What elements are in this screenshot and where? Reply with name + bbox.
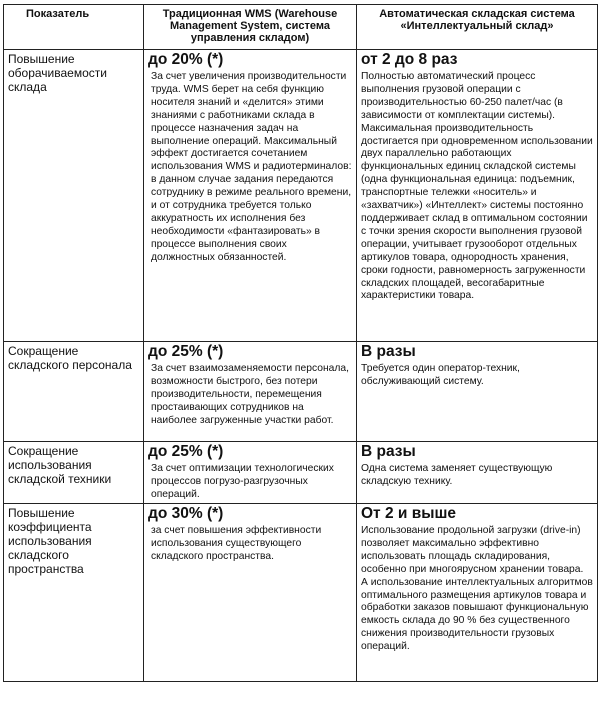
table-row [4, 50, 598, 342]
wms-value: до 20% (*) [148, 51, 224, 68]
wms-value: до 25% (*) [148, 443, 224, 460]
indicator-cell: Повышение оборачиваемости склада [4, 50, 144, 342]
table-row [4, 442, 598, 504]
comparison-table [3, 4, 598, 682]
auto-cell [357, 342, 598, 442]
indicator-cell: Сокращение использования складской техники [4, 442, 144, 504]
wms-text: за счет повышения эффективности использования существующего складского пространства. [151, 525, 322, 562]
header-traditional-wms: Традиционная WMS (Warehouse Management System, система управления складом) [144, 5, 357, 50]
header-automatic-system: Автоматическая складская система «Интеллектуальный склад» [357, 5, 598, 50]
auto-cell [357, 504, 598, 682]
auto-cell [357, 442, 598, 504]
auto-value: от 2 до 8 раз [361, 51, 458, 68]
auto-text: Использование продольной загрузки (drive-in) позволяет максимально эффективно использовать площадь складирования, особенно при многоярусном хранении товара. А использование интеллектуальных алгоритмов оптимального размещения артикулов товара и обработки заказов повышают функциональную емкость склада до 90 % без существенного снижения производительности грузовых операций. [361, 525, 593, 653]
wms-value: до 30% (*) [148, 505, 224, 522]
table-row [4, 504, 598, 682]
indicator-cell: Повышение коэффициента использования складского пространства [4, 504, 144, 682]
auto-text: Требуется один оператор-техник, обслуживающий систему. [361, 363, 520, 387]
wms-cell [144, 442, 357, 504]
auto-text: Одна система заменяет существующую складскую технику. [361, 463, 553, 487]
indicator-cell: Сокращение складского персонала [4, 342, 144, 442]
auto-value: От 2 и выше [361, 505, 457, 522]
wms-cell [144, 50, 357, 342]
auto-cell [357, 50, 598, 342]
wms-text: За счет оптимизации технологических процессов погрузо-разгрузочных операций. [151, 463, 334, 500]
auto-value: В разы [361, 443, 416, 460]
wms-value: до 25% (*) [148, 343, 224, 360]
auto-value: В разы [361, 343, 416, 360]
table-header-row [4, 5, 598, 50]
wms-cell [144, 504, 357, 682]
wms-text: За счет взаимозаменяемости персонала, возможности быстрого, без потери производительности, перемещения простаивающих сотрудников на наиболее загруженные участки работ. [151, 363, 349, 426]
wms-text: За счет увеличения производительности труда. WMS берет на себя функцию носителя знаний и «делится» этими знаниями с работниками склада в процессе назначения задач на выполнение операций. Максимальный эффект достигается сочетанием использования WMS и радиотерминалов: в данном случае задания передаются сотруднику в режиме реального времени, и от сотрудника требуется только аккуратность их исполнения без необходимости «фантазировать» в процессе выполнения своих должностных обязанностей. [151, 71, 352, 263]
header-indicator: Показатель [4, 5, 144, 50]
auto-text: Полностью автоматический процесс выполнения грузовой операции с производительностью 60-250 палет/час (в зависимости от комплектации системы). Максимальная производительность достигается при одновременном использовании двух параллельно работающих функциональных единиц складской системы (одна функциональная единица: подъемник, транспортные тележки «носитель» и «захватчик») «Интеллект» системы постоянно поддерживает склад в оптимальном состоянии с точки зрения скорости выполнения грузовой операции, учитывает грузооборот отдельных артикулов товара, однородность хранения, сроки годности, равномерность загруженности складских площадей, весогабаритные характеристики товара. [361, 71, 593, 302]
wms-cell [144, 342, 357, 442]
table-row [4, 342, 598, 442]
